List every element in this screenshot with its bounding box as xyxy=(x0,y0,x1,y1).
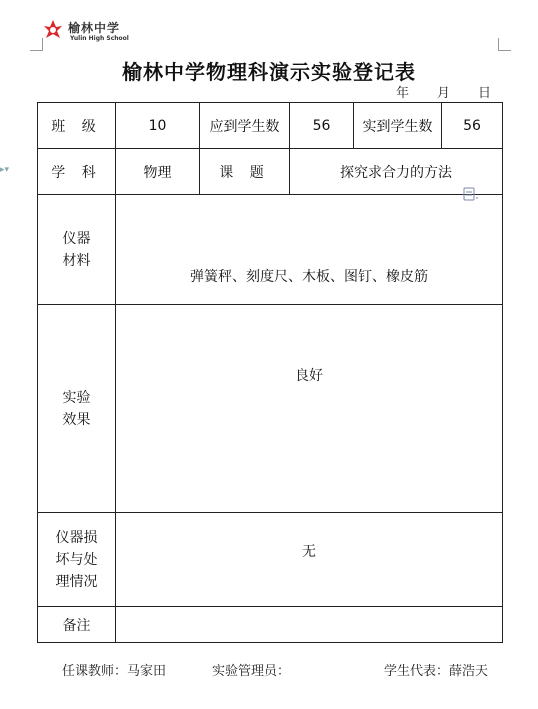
effect-label-line: 效果 xyxy=(62,411,91,428)
equipment-label-line: 材料 xyxy=(62,252,91,269)
table-row xyxy=(38,607,503,643)
notes-label: 备注 xyxy=(38,607,116,643)
table-row xyxy=(38,305,503,513)
date-day: 日 xyxy=(478,86,492,101)
effect-label xyxy=(38,305,116,513)
dropdown-arrow-icon[interactable]: ▸▾ xyxy=(0,165,10,175)
class-value: 10 xyxy=(116,103,200,149)
table-row xyxy=(38,195,503,305)
record-table xyxy=(37,102,503,643)
damage-label-line: 坏与处 xyxy=(55,551,98,568)
table-row xyxy=(38,149,503,195)
effect-value: 良好 xyxy=(116,305,503,513)
date-year: 年 xyxy=(396,86,410,101)
effect-label-line: 实验 xyxy=(62,389,91,406)
damage-label-line: 理情况 xyxy=(55,573,98,590)
damage-label xyxy=(38,513,116,607)
expected-label: 应到学生数 xyxy=(200,103,290,149)
teacher-signature: 任课教师：马家田 xyxy=(62,664,167,679)
page-title: 榆林中学物理科演示实验登记表 xyxy=(122,60,416,84)
equipment-value: 弹簧秤、刻度尺、木板、图钉、橡皮筋 xyxy=(116,195,503,305)
document-icon[interactable] xyxy=(462,186,478,202)
logo-text-cn: 榆林中学 xyxy=(68,21,121,35)
school-logo-icon xyxy=(42,18,64,40)
topic-value: 探究求合力的方法 xyxy=(290,149,503,195)
page-corner-mark xyxy=(498,38,511,51)
equipment-label-line: 仪器 xyxy=(62,230,91,247)
class-label: 班 级 xyxy=(38,103,116,149)
subject-label: 学 科 xyxy=(38,149,116,195)
page-corner-mark xyxy=(30,38,43,51)
damage-value: 无 xyxy=(116,513,503,607)
date-month: 月 xyxy=(437,86,451,101)
damage-label-line: 仪器损 xyxy=(55,529,98,546)
actual-value: 56 xyxy=(442,103,503,149)
actual-label: 实到学生数 xyxy=(354,103,442,149)
school-logo xyxy=(42,16,142,46)
lab-manager-signature: 实验管理员： xyxy=(212,664,291,679)
table-row xyxy=(38,103,503,149)
date-line xyxy=(396,82,506,101)
expected-value: 56 xyxy=(290,103,354,149)
student-rep-signature: 学生代表：薛浩天 xyxy=(384,664,489,679)
logo-text-en: Yulin High School xyxy=(70,35,129,42)
topic-label: 课 题 xyxy=(200,149,290,195)
subject-value: 物理 xyxy=(116,149,200,195)
notes-value[interactable] xyxy=(116,607,503,643)
table-row xyxy=(38,513,503,607)
equipment-label xyxy=(38,195,116,305)
